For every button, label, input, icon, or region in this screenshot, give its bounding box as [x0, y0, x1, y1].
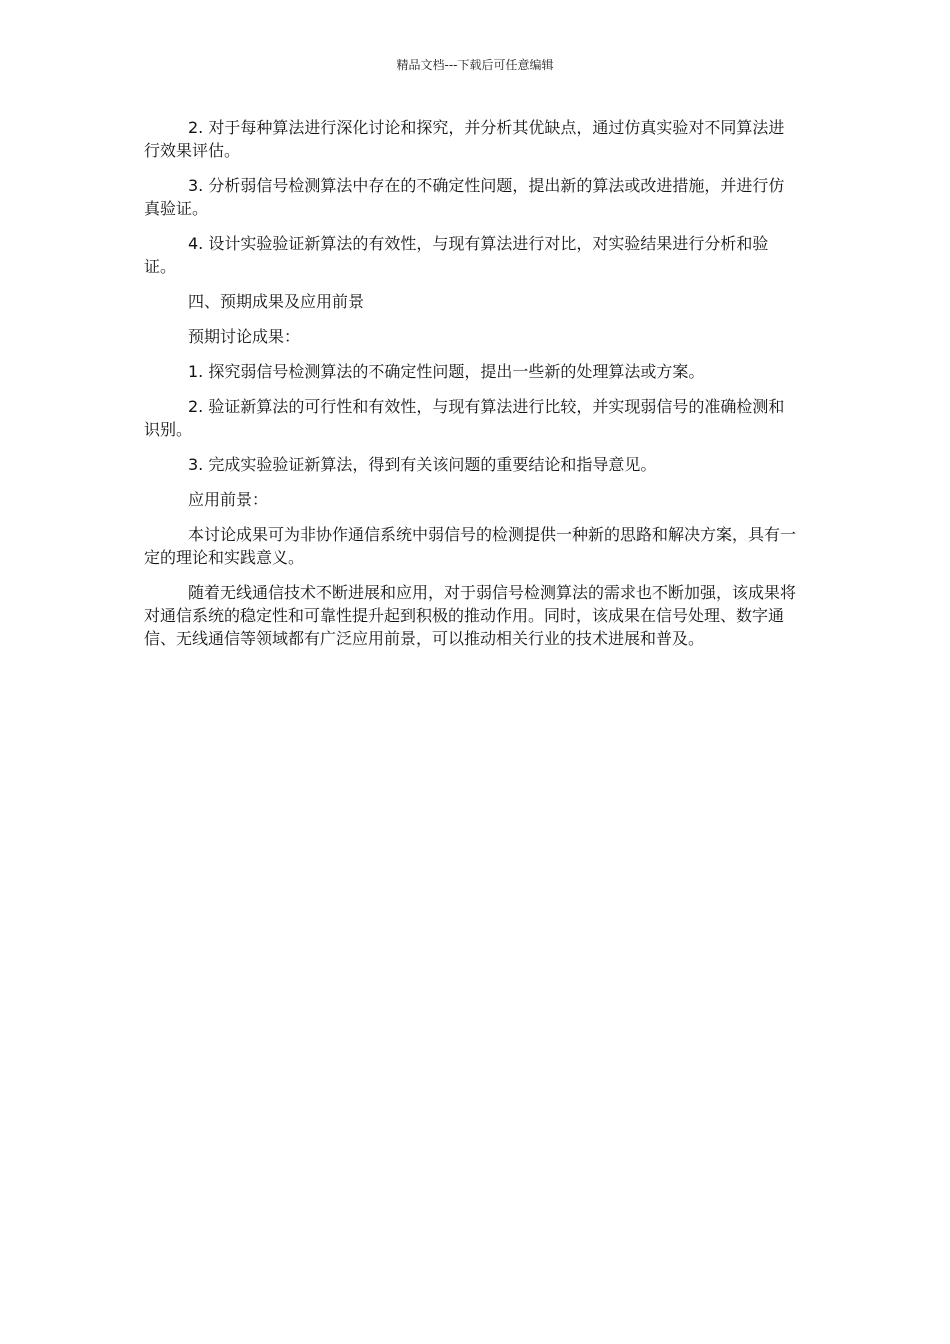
subheading-application-prospects: 应用前景：	[188, 490, 269, 509]
paragraph-item-4-experiment-design: 4. 设计实验验证新算法的有效性，与现有算法进行对比，对实验结果进行分析和验证。	[144, 234, 769, 276]
paragraph-outcome-3: 3. 完成实验验证新算法，得到有关该问题的重要结论和指导意见。	[188, 455, 657, 474]
page-header: 精品文档---下载后可任意编辑	[396, 58, 554, 72]
paragraph-item-3-uncertainty-analysis: 3. 分析弱信号检测算法中存在的不确定性问题，提出新的算法或改进措施，并进行仿真验证。	[144, 176, 785, 218]
section-heading-expected-results: 四、预期成果及应用前景	[188, 292, 365, 311]
paragraph-outcome-1: 1. 探究弱信号检测算法的不确定性问题，提出一些新的处理算法或方案。	[188, 362, 705, 381]
paragraph-application-2: 随着无线通信技术不断进展和应用，对于弱信号检测算法的需求也不断加强，该成果将对通信系统的稳定性和可靠性提升起到积极的推动作用。同时，该成果在信号处理、数字通信、无线通信等领域都有广泛应用前景，可以推动相关行业的技术进展和普及。	[144, 583, 797, 648]
paragraph-outcome-2: 2. 验证新算法的可行性和有效性，与现有算法进行比较，并实现弱信号的准确检测和识别。	[144, 397, 785, 439]
paragraph-application-1: 本讨论成果可为非协作通信系统中弱信号的检测提供一种新的思路和解决方案，具有一定的理论和实践意义。	[144, 525, 797, 567]
document-body	[144, 116, 796, 662]
paragraph-item-2-evaluate-algorithms: 2. 对于每种算法进行深化讨论和探究，并分析其优缺点，通过仿真实验对不同算法进行效果评估。	[144, 118, 785, 160]
subheading-expected-outcomes: 预期讨论成果：	[188, 327, 301, 346]
